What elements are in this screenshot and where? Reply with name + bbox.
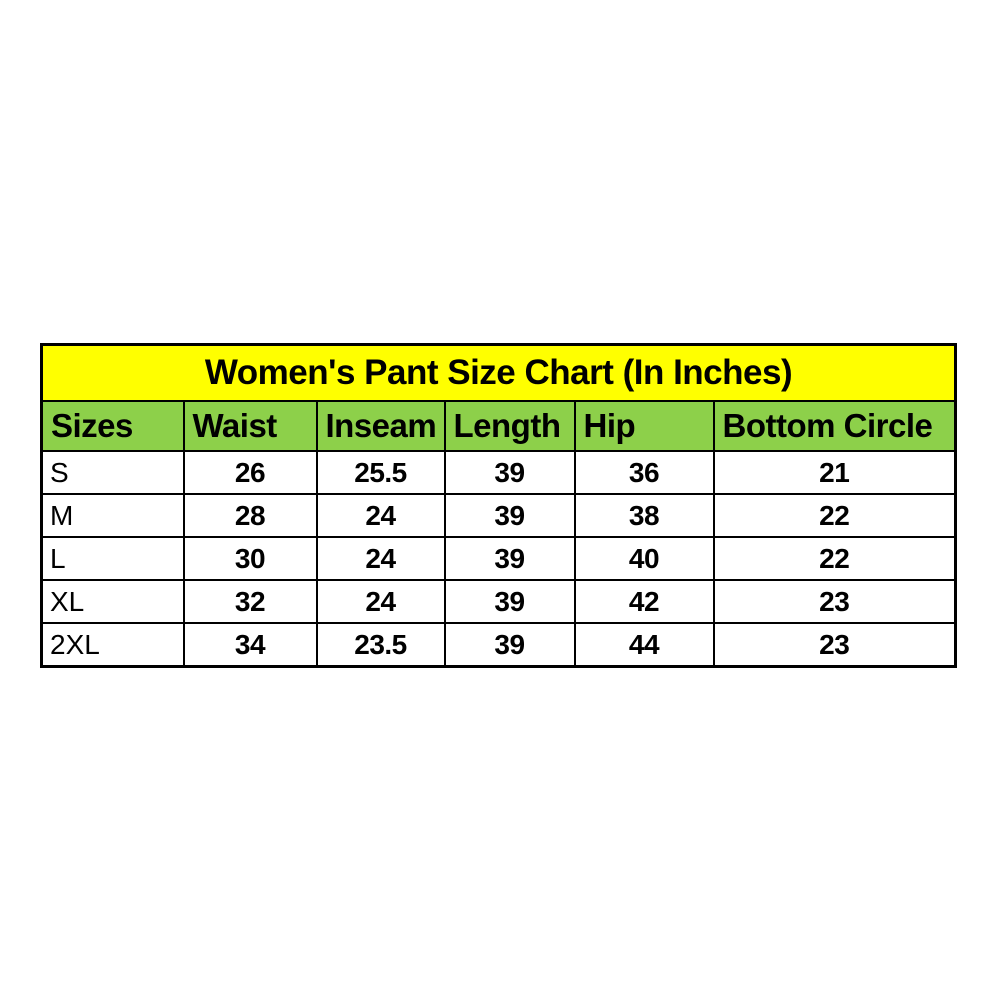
size-label: S bbox=[42, 451, 184, 494]
table-row-l bbox=[42, 537, 956, 580]
column-header-hip: Hip bbox=[575, 401, 714, 451]
table-title: Women's Pant Size Chart (In Inches) bbox=[42, 345, 956, 402]
length-value: 39 bbox=[445, 451, 575, 494]
length-value: 39 bbox=[445, 580, 575, 623]
size-label: XL bbox=[42, 580, 184, 623]
bottom-circle-value: 21 bbox=[714, 451, 956, 494]
inseam-value: 24 bbox=[317, 494, 445, 537]
column-header-waist: Waist bbox=[184, 401, 317, 451]
hip-value: 42 bbox=[575, 580, 714, 623]
inseam-value: 24 bbox=[317, 580, 445, 623]
size-chart-table bbox=[40, 343, 957, 668]
bottom-circle-value: 22 bbox=[714, 537, 956, 580]
waist-value: 26 bbox=[184, 451, 317, 494]
header-row bbox=[42, 401, 956, 451]
bottom-circle-value: 23 bbox=[714, 623, 956, 667]
hip-value: 40 bbox=[575, 537, 714, 580]
table-row-m bbox=[42, 494, 956, 537]
title-row bbox=[42, 345, 956, 402]
inseam-value: 25.5 bbox=[317, 451, 445, 494]
waist-value: 28 bbox=[184, 494, 317, 537]
inseam-value: 24 bbox=[317, 537, 445, 580]
length-value: 39 bbox=[445, 623, 575, 667]
hip-value: 44 bbox=[575, 623, 714, 667]
size-label: 2XL bbox=[42, 623, 184, 667]
size-label: L bbox=[42, 537, 184, 580]
bottom-circle-value: 22 bbox=[714, 494, 956, 537]
inseam-value: 23.5 bbox=[317, 623, 445, 667]
length-value: 39 bbox=[445, 537, 575, 580]
waist-value: 32 bbox=[184, 580, 317, 623]
column-header-bottom-circle: Bottom Circle bbox=[714, 401, 956, 451]
length-value: 39 bbox=[445, 494, 575, 537]
hip-value: 38 bbox=[575, 494, 714, 537]
column-header-length: Length bbox=[445, 401, 575, 451]
table-row-2xl bbox=[42, 623, 956, 667]
table-row-s bbox=[42, 451, 956, 494]
waist-value: 30 bbox=[184, 537, 317, 580]
column-header-sizes: Sizes bbox=[42, 401, 184, 451]
table-row-xl bbox=[42, 580, 956, 623]
column-header-inseam: Inseam bbox=[317, 401, 445, 451]
size-label: M bbox=[42, 494, 184, 537]
hip-value: 36 bbox=[575, 451, 714, 494]
bottom-circle-value: 23 bbox=[714, 580, 956, 623]
waist-value: 34 bbox=[184, 623, 317, 667]
